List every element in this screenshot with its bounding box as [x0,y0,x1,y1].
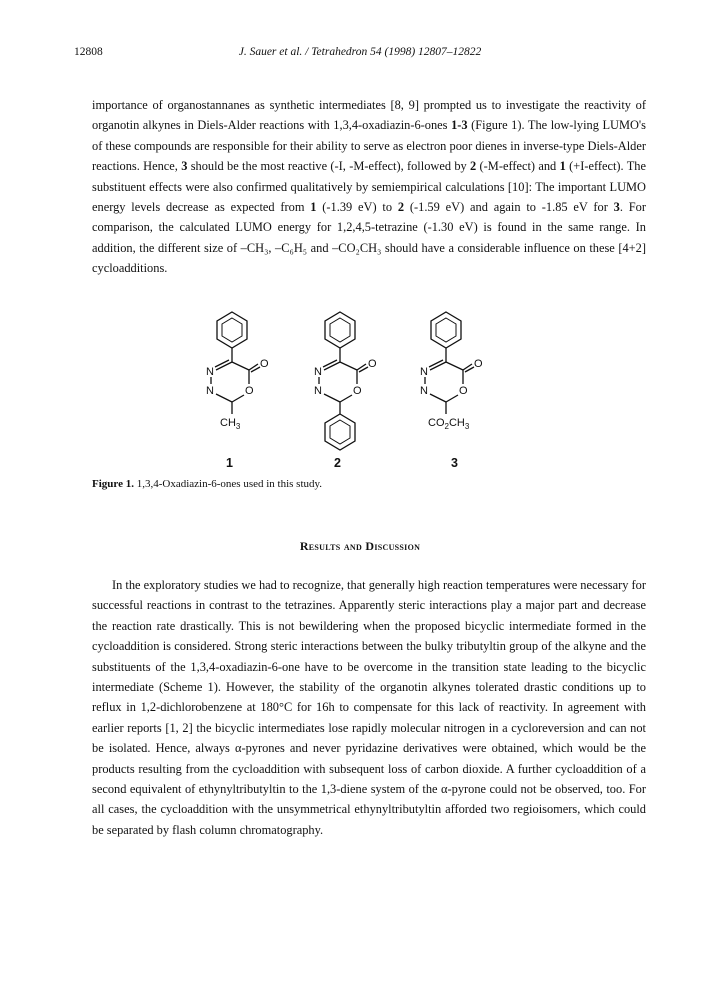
svg-text:CO2CH3: $CO_2CH_3$ [428,417,470,431]
page-number: 12808 [74,46,103,58]
compound-label-1: 1 [226,456,233,470]
svg-text:N: N [206,385,214,397]
results-paragraph: In the exploratory studies we had to recognize, that generally high reaction temperatures were necessary for successful reactions in contrast to the tetrazines. Apparently steric interactions play a major part and decrease the reaction rate drastically. This is not bewildering when the proposed bicyclic intermediate formed in the cycloaddition is considered. Strong steric interactions between the bulky tributyltin group of the alkyne and the substituents of the 1,3,4-oxadiazin-6-one have to be overcome in the transition state leading to the bicyclic intermediate (Scheme 1). However, the stability of the organotin alkynes tolerated drastic conditions up to reflux in 1,2-dichlorobenzene at 180°C for 16h to compensate for this lack of reactivity. In agreement with earlier reports [1, 2] the bicyclic intermediates lose rapidly molecular nitrogen in a cycloreversion and can not be isolated. Hence, always α-pyrones and never pyridazine derivatives were obtained, which would be the products resulting from the cycloaddition with subsequent loss of carbon dioxide. A further cycloaddition of a second equivalent of ethynyltributyltin to the 1,3-diene system of the α-pyrone could not be observed, too. For all cases, the cycloaddition with the unsymmetrical ethynyltributyltin afforded two regioisomers, which could be separated by flash column chromatography. [92,578,646,837]
svg-text:CH3: $CH_3$ [220,417,241,431]
svg-text:N: N [206,366,214,378]
svg-text:O: O [459,385,468,397]
svg-text:N: N [420,385,428,397]
compound-label-2: 2 [334,456,341,470]
figure-1-structures [92,310,646,475]
compound-2-structure [319,312,368,450]
svg-text:N: N [420,366,428,378]
svg-text:O: O [245,385,254,397]
intro-paragraph: importance of organostannanes as synthetic intermediates [8, 9] prompted us to investigate the reactivity of organotin alkynes in Diels-Alder reactions with 1,3,4-oxadiazin-6-ones 1-3 (Figure 1). The low-lying LUMO's of these compounds are responsible for their ability to serve as electron poor dienes in inverse-type Diels-Alder reactions. Hence, 3 should be the most reactive (-I, -M-effect), followed by 2 (-M-effect) and 1 (+I-effect). The substituent effects were also confirmed qualitatively by semiempirical calculations [10]: The important LUMO energy levels decrease as expected from 1 (-1.39 eV) to 2 (-1.59 eV) and again to -1.85 eV for 3. For comparison, the calculated LUMO energy for 1,2,4,5-tetrazine (-1.30 eV) is found in the same range. In addition, the different size of –CH₃, –C₆H₅ and –CO₂CH₃ should have a considerable influence on these [4+2] cycloadditions. [92,98,646,276]
compound-label-3: 3 [451,456,458,470]
compound-3-structure [425,312,474,414]
journal-reference: J. Sauer et al. / Tetrahedron 54 (1998) 12807–12822 [238,46,482,58]
running-header [74,46,646,62]
svg-text:O: O [353,385,362,397]
svg-text:N: N [314,366,322,378]
oxadiazinone-structures-svg [92,310,646,475]
svg-text:O: O [474,358,483,370]
compound-1-structure [211,312,260,414]
svg-text:N: N [314,385,322,397]
svg-text:O: O [368,358,377,370]
figure-caption: Figure 1. 1,3,4-Oxadiazin-6-ones used in this study. [92,478,323,490]
svg-text:O: O [260,358,269,370]
section-heading: Results and Discussion [299,539,421,553]
